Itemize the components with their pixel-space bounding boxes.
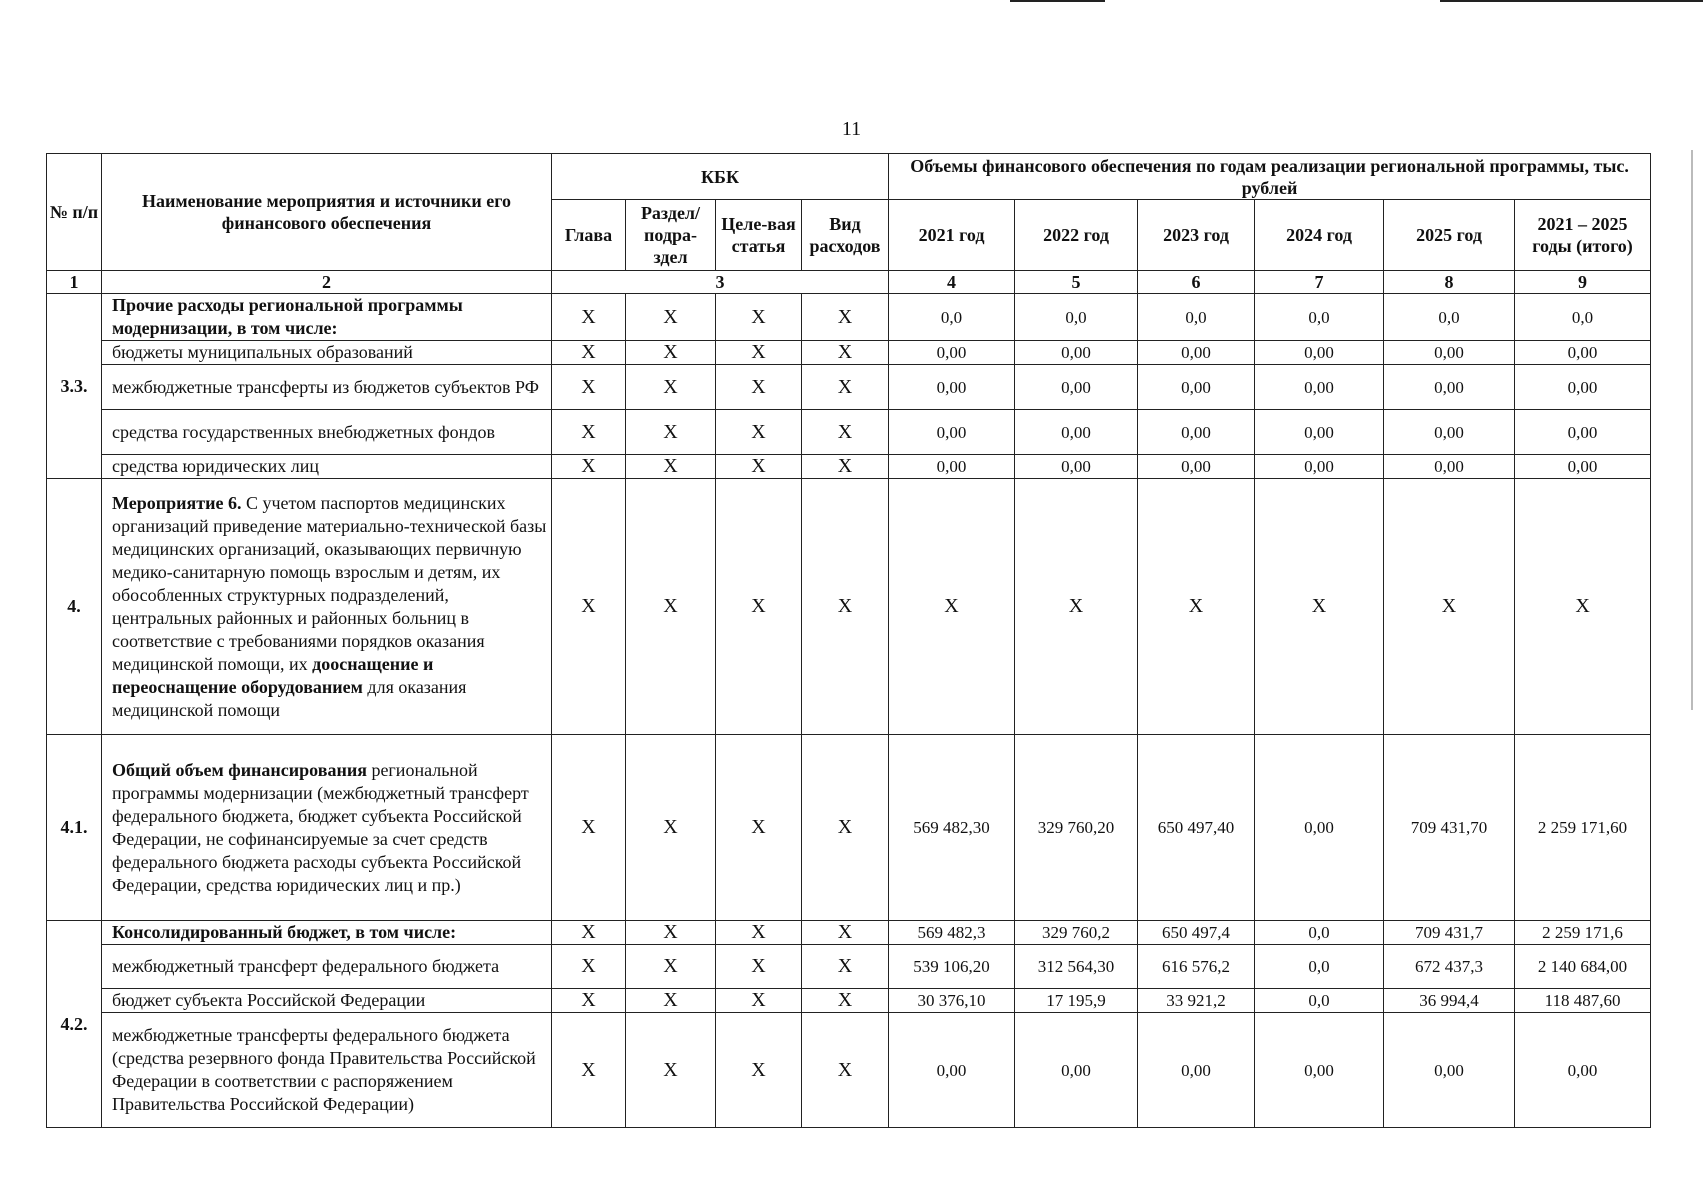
table-row	[47, 365, 1651, 410]
header-year-2024: 2024 год	[1255, 200, 1384, 271]
financing-table	[46, 153, 1651, 1128]
kbk-statya-cell: X	[716, 365, 802, 410]
value-total-cell: 0,00	[1515, 1013, 1651, 1128]
row-name: Консолидированный бюджет, в том числе:	[102, 921, 552, 945]
table-row	[47, 341, 1651, 365]
table-row	[47, 735, 1651, 921]
value-2021-cell: 569 482,30	[889, 735, 1015, 921]
kbk-glava-cell: X	[552, 294, 626, 341]
header-year-2022: 2022 год	[1015, 200, 1138, 271]
scan-edge-line	[1440, 0, 1703, 2]
col-number: 7	[1255, 271, 1384, 294]
kbk-vid-cell: X	[802, 479, 889, 735]
row-index: 4.	[47, 479, 102, 735]
value-2023-cell: 0,00	[1138, 410, 1255, 455]
table-row	[47, 921, 1651, 945]
kbk-statya-cell: X	[716, 921, 802, 945]
header-kbk-glava: Глава	[552, 200, 626, 271]
value-total-cell: 0,00	[1515, 365, 1651, 410]
value-2025-cell: 0,00	[1384, 341, 1515, 365]
value-2025-cell: 0,00	[1384, 410, 1515, 455]
kbk-glava-cell: X	[552, 455, 626, 479]
kbk-razdel-cell: X	[626, 479, 716, 735]
kbk-glava-cell: X	[552, 410, 626, 455]
col-number: 8	[1384, 271, 1515, 294]
table-body	[47, 271, 1651, 1128]
value-2025-cell: 709 431,7	[1384, 921, 1515, 945]
scan-edge-line	[1010, 0, 1105, 2]
value-2023-cell: 650 497,4	[1138, 921, 1255, 945]
value-total-cell: 2 259 171,60	[1515, 735, 1651, 921]
kbk-statya-cell: X	[716, 735, 802, 921]
value-2022-cell: 329 760,2	[1015, 921, 1138, 945]
value-total-cell: X	[1515, 479, 1651, 735]
kbk-statya-cell: X	[716, 945, 802, 989]
row-name: бюджеты муниципальных образований	[102, 341, 552, 365]
kbk-statya-cell: X	[716, 989, 802, 1013]
kbk-glava-cell: X	[552, 945, 626, 989]
header-kbk-vid: Вид расходов	[802, 200, 889, 271]
value-2024-cell: 0,0	[1255, 945, 1384, 989]
value-2025-cell: 0,00	[1384, 455, 1515, 479]
value-2021-cell: 539 106,20	[889, 945, 1015, 989]
row-name: средства юридических лиц	[102, 455, 552, 479]
kbk-vid-cell: X	[802, 989, 889, 1013]
col-number: 3	[552, 271, 889, 294]
value-total-cell: 118 487,60	[1515, 989, 1651, 1013]
kbk-razdel-cell: X	[626, 365, 716, 410]
value-2021-cell: 30 376,10	[889, 989, 1015, 1013]
value-2023-cell: 0,00	[1138, 341, 1255, 365]
value-2022-cell: 329 760,20	[1015, 735, 1138, 921]
kbk-vid-cell: X	[802, 410, 889, 455]
value-2021-cell: 0,00	[889, 365, 1015, 410]
header-year-2021: 2021 год	[889, 200, 1015, 271]
value-2024-cell: 0,00	[1255, 341, 1384, 365]
value-total-cell: 2 140 684,00	[1515, 945, 1651, 989]
value-2025-cell: 709 431,70	[1384, 735, 1515, 921]
header-year-2023: 2023 год	[1138, 200, 1255, 271]
value-2024-cell: 0,0	[1255, 989, 1384, 1013]
table-row	[47, 989, 1651, 1013]
value-2023-cell: X	[1138, 479, 1255, 735]
row-name: Прочие расходы региональной программы модернизации, в том числе:	[102, 294, 552, 341]
table-row	[47, 294, 1651, 341]
header-year-2025: 2025 год	[1384, 200, 1515, 271]
row-index: 4.2.	[47, 921, 102, 1128]
row-name-part: для оказания медицинской помощи	[112, 676, 467, 720]
kbk-vid-cell: X	[802, 735, 889, 921]
kbk-vid-cell: X	[802, 1013, 889, 1128]
value-2025-cell: 672 437,3	[1384, 945, 1515, 989]
value-total-cell: 0,00	[1515, 410, 1651, 455]
kbk-vid-cell: X	[802, 341, 889, 365]
row-name	[102, 735, 552, 921]
value-2023-cell: 33 921,2	[1138, 989, 1255, 1013]
value-2024-cell: X	[1255, 479, 1384, 735]
col-number: 4	[889, 271, 1015, 294]
col-number: 2	[102, 271, 552, 294]
value-2021-cell: 0,0	[889, 294, 1015, 341]
value-2021-cell: 569 482,3	[889, 921, 1015, 945]
kbk-vid-cell: X	[802, 945, 889, 989]
value-2022-cell: 0,00	[1015, 410, 1138, 455]
header-kbk-razdel: Раздел/ подра-здел	[626, 200, 716, 271]
kbk-vid-cell: X	[802, 294, 889, 341]
value-2022-cell: X	[1015, 479, 1138, 735]
value-2023-cell: 0,00	[1138, 1013, 1255, 1128]
col-number: 6	[1138, 271, 1255, 294]
row-name: бюджет субъекта Российской Федерации	[102, 989, 552, 1013]
kbk-razdel-cell: X	[626, 1013, 716, 1128]
kbk-vid-cell: X	[802, 365, 889, 410]
kbk-statya-cell: X	[716, 294, 802, 341]
kbk-razdel-cell: X	[626, 945, 716, 989]
value-2025-cell: 36 994,4	[1384, 989, 1515, 1013]
kbk-razdel-cell: X	[626, 735, 716, 921]
value-2024-cell: 0,00	[1255, 735, 1384, 921]
kbk-glava-cell: X	[552, 921, 626, 945]
kbk-statya-cell: X	[716, 455, 802, 479]
value-2023-cell: 0,00	[1138, 455, 1255, 479]
header-kbk-statya: Целе-вая статья	[716, 200, 802, 271]
value-2025-cell: 0,00	[1384, 365, 1515, 410]
scan-edge-line	[1691, 150, 1693, 710]
row-name-part: С учетом паспортов медицинских организаций приведение материально-технической базы медицинских организаций, оказывающих первичную медико-санитарную помощь взрослым и детям, их обособленных структурных подразделений, центральных районных и районных больниц в соответствие с требованиями порядков оказания медицинской помощи, их	[112, 492, 547, 674]
value-2022-cell: 0,00	[1015, 365, 1138, 410]
value-2022-cell: 0,00	[1015, 1013, 1138, 1128]
kbk-razdel-cell: X	[626, 455, 716, 479]
header-volumes: Объемы финансового обеспечения по годам реализации региональной программы, тыс. рублей	[889, 154, 1651, 200]
kbk-glava-cell: X	[552, 479, 626, 735]
kbk-razdel-cell: X	[626, 921, 716, 945]
kbk-glava-cell: X	[552, 989, 626, 1013]
kbk-statya-cell: X	[716, 1013, 802, 1128]
value-2021-cell: 0,00	[889, 341, 1015, 365]
kbk-razdel-cell: X	[626, 410, 716, 455]
kbk-glava-cell: X	[552, 1013, 626, 1128]
value-2022-cell: 0,00	[1015, 341, 1138, 365]
value-2024-cell: 0,00	[1255, 410, 1384, 455]
value-2023-cell: 616 576,2	[1138, 945, 1255, 989]
value-2021-cell: 0,00	[889, 410, 1015, 455]
header-kbk: КБК	[552, 154, 889, 200]
table-row	[47, 945, 1651, 989]
row-name: межбюджетные трансферты из бюджетов субъектов РФ	[102, 365, 552, 410]
col-number: 1	[47, 271, 102, 294]
row-name: межбюджетные трансферты федерального бюджета (средства резервного фонда Правительства Российской Федерации в соответствии с распоряжением Правительства Российской Федерации)	[102, 1013, 552, 1128]
row-name-bold-part: дооснащение и переоснащение оборудованием	[112, 653, 434, 697]
kbk-vid-cell: X	[802, 455, 889, 479]
row-name: межбюджетный трансферт федерального бюджета	[102, 945, 552, 989]
row-name-bold-part: Мероприятие 6.	[112, 492, 242, 513]
value-2022-cell: 0,00	[1015, 455, 1138, 479]
value-2023-cell: 0,0	[1138, 294, 1255, 341]
value-2021-cell: 0,00	[889, 1013, 1015, 1128]
column-number-row	[47, 271, 1651, 294]
kbk-glava-cell: X	[552, 735, 626, 921]
value-2025-cell: 0,00	[1384, 1013, 1515, 1128]
value-2024-cell: 0,00	[1255, 365, 1384, 410]
header-name: Наименование мероприятия и источники его финансового обеспечения	[102, 154, 552, 271]
kbk-razdel-cell: X	[626, 294, 716, 341]
value-2023-cell: 0,00	[1138, 365, 1255, 410]
row-name	[102, 479, 552, 735]
row-index: 4.1.	[47, 735, 102, 921]
value-2024-cell: 0,0	[1255, 921, 1384, 945]
value-2023-cell: 650 497,40	[1138, 735, 1255, 921]
value-total-cell: 0,0	[1515, 294, 1651, 341]
row-name-bold-part: Общий объем финансирования	[112, 759, 367, 780]
value-2025-cell: 0,0	[1384, 294, 1515, 341]
value-2022-cell: 0,0	[1015, 294, 1138, 341]
kbk-statya-cell: X	[716, 410, 802, 455]
value-2024-cell: 0,0	[1255, 294, 1384, 341]
value-2022-cell: 312 564,30	[1015, 945, 1138, 989]
value-2024-cell: 0,00	[1255, 1013, 1384, 1128]
table-row	[47, 479, 1651, 735]
kbk-glava-cell: X	[552, 341, 626, 365]
kbk-razdel-cell: X	[626, 989, 716, 1013]
row-name: средства государственных внебюджетных фондов	[102, 410, 552, 455]
row-name-part: региональной программы модернизации (межбюджетный трансферт федерального бюджета, бюджет субъекта Российской Федерации, не софинансируемые за счет средств федерального бюджета расходы субъекта Российской Федерации, средства юридических лиц и пр.)	[112, 759, 529, 895]
header-num: № п/п	[47, 154, 102, 271]
table-row	[47, 410, 1651, 455]
col-number: 9	[1515, 271, 1651, 294]
table-row	[47, 1013, 1651, 1128]
kbk-razdel-cell: X	[626, 341, 716, 365]
value-2021-cell: X	[889, 479, 1015, 735]
header-year-total: 2021 – 2025 годы (итого)	[1515, 200, 1651, 271]
value-2022-cell: 17 195,9	[1015, 989, 1138, 1013]
col-number: 5	[1015, 271, 1138, 294]
kbk-glava-cell: X	[552, 365, 626, 410]
value-total-cell: 2 259 171,6	[1515, 921, 1651, 945]
kbk-vid-cell: X	[802, 921, 889, 945]
page-number: 11	[841, 118, 862, 140]
table-row	[47, 455, 1651, 479]
value-2024-cell: 0,00	[1255, 455, 1384, 479]
kbk-statya-cell: X	[716, 479, 802, 735]
kbk-statya-cell: X	[716, 341, 802, 365]
value-2025-cell: X	[1384, 479, 1515, 735]
row-index: 3.3.	[47, 294, 102, 479]
value-2021-cell: 0,00	[889, 455, 1015, 479]
value-total-cell: 0,00	[1515, 455, 1651, 479]
value-total-cell: 0,00	[1515, 341, 1651, 365]
